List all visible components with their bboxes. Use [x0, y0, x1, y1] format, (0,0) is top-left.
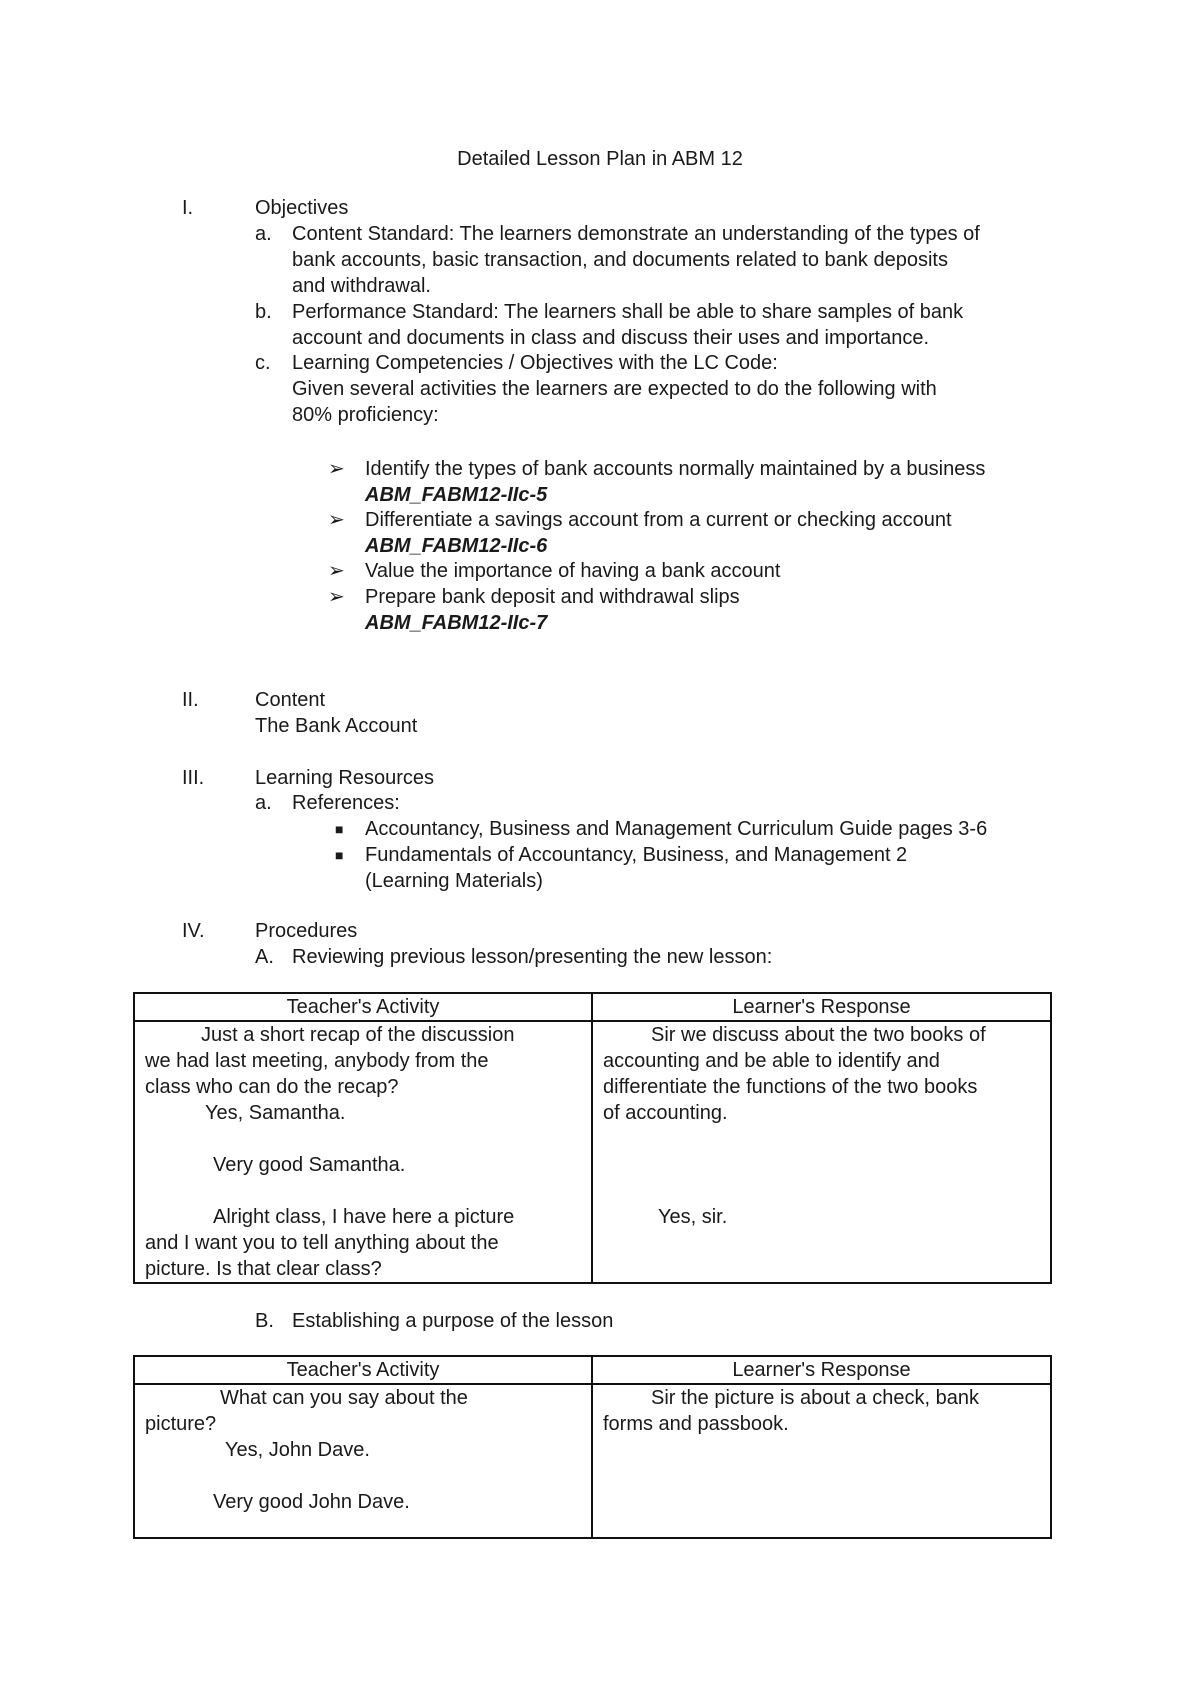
learner-line: accounting and be able to identify and — [603, 1050, 940, 1072]
performance-standard-line: account and documents in class and discuss their uses and importance. — [292, 327, 930, 349]
teacher-line: class who can do the recap? — [145, 1076, 399, 1098]
page-title: Detailed Lesson Plan in ABM 12 — [457, 148, 743, 170]
competencies-line: Learning Competencies / Objectives with the LC Code: — [292, 352, 778, 374]
reference-item: Fundamentals of Accountancy, Business, and Management 2 — [365, 844, 908, 866]
lc-code: ABM_FABM12-IIc-7 — [365, 612, 548, 634]
section-heading-procedures: Procedures — [255, 920, 358, 942]
procedure-marker-A: A. — [255, 946, 274, 968]
column-header-teacher: Teacher's Activity — [134, 1356, 592, 1384]
objective-bullet-text: Value the importance of having a bank account — [365, 560, 781, 582]
competencies-line: Given several activities the learners are expected to do the following with — [292, 378, 937, 400]
section-heading-content: Content — [255, 689, 326, 711]
objective-bullet-text: Differentiate a savings account from a current or checking account — [365, 509, 952, 531]
procedure-marker-B: B. — [255, 1310, 274, 1332]
activity-table-purpose — [133, 1355, 1052, 1539]
objective-bullet-text: Prepare bank deposit and withdrawal slips — [365, 586, 740, 608]
teacher-line: Just a short recap of the discussion — [201, 1024, 515, 1046]
square-bullet-icon: ■ — [335, 821, 344, 837]
objective-bullet-text: Identify the types of bank accounts normally maintained by a business — [365, 458, 986, 480]
content-standard-line: Content Standard: The learners demonstrate an understanding of the types of — [292, 223, 980, 245]
procedure-label-B: Establishing a purpose of the lesson — [292, 1310, 614, 1332]
procedure-label-A: Reviewing previous lesson/presenting the new lesson: — [292, 946, 773, 968]
teacher-line: Very good Samantha. — [213, 1154, 406, 1176]
teacher-activity-cell — [134, 1021, 592, 1283]
learner-line: of accounting. — [603, 1102, 728, 1124]
column-header-learner: Learner's Response — [592, 993, 1051, 1021]
arrow-bullet-icon: ➢ — [328, 560, 345, 582]
item-marker-c: c. — [255, 352, 271, 374]
section-numeral-resources: III. — [182, 767, 205, 789]
learner-line: Yes, sir. — [658, 1206, 728, 1228]
teacher-line: picture? — [145, 1413, 217, 1435]
competencies-line: 80% proficiency: — [292, 404, 439, 426]
column-header-learner: Learner's Response — [592, 1356, 1051, 1384]
section-numeral-procedures: IV. — [182, 920, 205, 942]
content-standard-line: bank accounts, basic transaction, and documents related to bank deposits — [292, 249, 948, 271]
learner-line: Sir the picture is about a check, bank — [651, 1387, 979, 1409]
section-numeral-content: II. — [182, 689, 199, 711]
teacher-line: Yes, John Dave. — [225, 1439, 370, 1461]
references-label: References: — [292, 792, 400, 814]
reference-item: (Learning Materials) — [365, 870, 543, 892]
lc-code: ABM_FABM12-IIc-6 — [365, 535, 548, 557]
column-header-teacher: Teacher's Activity — [134, 993, 592, 1021]
learner-line: forms and passbook. — [603, 1413, 789, 1435]
teacher-line: What can you say about the — [220, 1387, 468, 1409]
arrow-bullet-icon: ➢ — [328, 586, 345, 608]
activity-table-review — [133, 992, 1052, 1284]
section-heading-resources: Learning Resources — [255, 767, 434, 789]
item-marker-a: a. — [255, 792, 272, 814]
item-marker-a: a. — [255, 223, 272, 245]
learner-response-cell — [592, 1021, 1051, 1283]
teacher-line: Very good John Dave. — [213, 1491, 410, 1513]
section-numeral-objectives: I. — [182, 197, 194, 219]
teacher-activity-cell — [134, 1384, 592, 1538]
teacher-line: we had last meeting, anybody from the — [145, 1050, 489, 1072]
reference-item: Accountancy, Business and Management Curriculum Guide pages 3-6 — [365, 818, 988, 840]
square-bullet-icon: ■ — [335, 847, 344, 863]
teacher-line: Yes, Samantha. — [205, 1102, 346, 1124]
item-marker-b: b. — [255, 301, 272, 323]
teacher-line: and I want you to tell anything about the — [145, 1232, 499, 1254]
teacher-line: picture. Is that clear class? — [145, 1258, 382, 1280]
learner-line: Sir we discuss about the two books of — [651, 1024, 986, 1046]
section-heading-objectives: Objectives — [255, 197, 349, 219]
content-topic: The Bank Account — [255, 715, 418, 737]
performance-standard-line: Performance Standard: The learners shall be able to share samples of bank — [292, 301, 964, 323]
content-standard-line: and withdrawal. — [292, 275, 431, 297]
learner-response-cell — [592, 1384, 1051, 1538]
learner-line: differentiate the functions of the two books — [603, 1076, 978, 1098]
arrow-bullet-icon: ➢ — [328, 458, 345, 480]
teacher-line: Alright class, I have here a picture — [213, 1206, 515, 1228]
arrow-bullet-icon: ➢ — [328, 509, 345, 531]
lc-code: ABM_FABM12-IIc-5 — [365, 484, 548, 506]
